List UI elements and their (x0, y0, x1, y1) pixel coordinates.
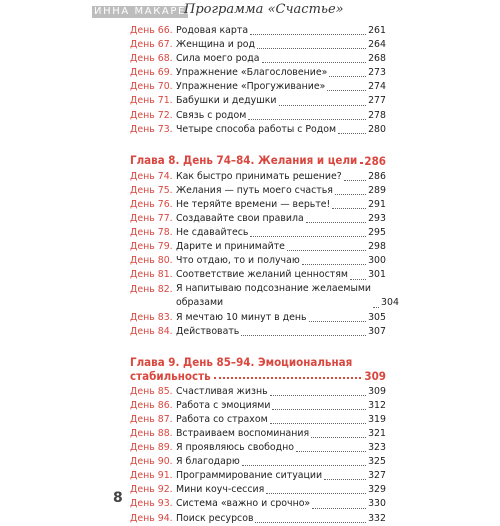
toc-group-3 (130, 385, 386, 526)
leader-dots (255, 522, 366, 523)
entry-title: Бабушки и дедушки (176, 95, 277, 107)
page-ref: 309 (368, 385, 386, 397)
entry-title: Система «важно и срочно» (176, 498, 311, 510)
leader-dots (296, 451, 366, 452)
day-label: День 80. (130, 255, 173, 267)
day-label: День 73. (130, 123, 173, 135)
day-label: День 84. (130, 325, 173, 337)
toc-entry (130, 240, 386, 254)
toc-entry (130, 427, 386, 441)
leader-dots (266, 493, 366, 494)
leader-dots (335, 194, 366, 195)
chapter-heading-8 (130, 150, 386, 168)
entry-title: Связь с родом (176, 109, 247, 121)
toc-entry (130, 268, 386, 282)
toc-entry (130, 254, 386, 268)
page-ref: 268 (368, 53, 386, 65)
toc-entry (130, 80, 386, 94)
day-label: День 88. (130, 427, 173, 439)
entry-title: Не теряйте времени — верьте! (176, 198, 331, 210)
page-ref: 295 (368, 227, 386, 239)
day-label: День 70. (130, 81, 173, 93)
page-ref: 305 (368, 311, 386, 323)
leader-dots (287, 250, 366, 251)
page-ref: 293 (368, 213, 386, 225)
entry-title: Поиск ресурсов (176, 512, 254, 524)
entry-title: Я проявляюсь свободно (176, 442, 294, 454)
table-of-contents (130, 24, 399, 526)
page-ref: 280 (368, 123, 386, 135)
page-ref: 330 (368, 498, 386, 510)
day-label: День 87. (130, 413, 173, 425)
page-ref: 301 (368, 269, 386, 281)
entry-title: Как быстро принимать решение? (176, 170, 342, 182)
leader-dots (270, 395, 366, 396)
toc-entry (130, 483, 386, 497)
day-label: День 93. (130, 498, 173, 510)
leader-dots (214, 377, 362, 379)
page-number: 8 (113, 490, 123, 506)
entry-title: Сила моего рода (176, 53, 260, 65)
day-label: День 89. (130, 442, 173, 454)
day-label: День 94. (130, 512, 173, 524)
toc-entry (130, 184, 386, 198)
entry-title: Не сдавайтесь (176, 227, 249, 239)
day-label: День 67. (130, 39, 173, 51)
running-header (0, 0, 500, 22)
toc-entry (130, 455, 386, 469)
leader-dots (302, 264, 366, 265)
entry-title: Упражнение «Прогуживание» (176, 81, 326, 93)
toc-entry (130, 109, 386, 123)
leader-dots (248, 119, 366, 120)
chapter-page: 309 (364, 368, 386, 383)
entry-title: Встраиваем воспоминания (176, 427, 310, 439)
day-label: День 68. (130, 53, 173, 65)
toc-entry (130, 94, 386, 108)
leader-dots (250, 34, 366, 35)
entry-title: Упражнение «Благословение» (176, 67, 328, 79)
toc-entry (130, 212, 386, 226)
page-ref: 291 (368, 198, 386, 210)
toc-entry (130, 441, 386, 455)
page-ref: 304 (381, 297, 399, 309)
page-ref: 277 (368, 95, 386, 107)
leader-dots (272, 409, 366, 410)
toc-group-2 (130, 170, 399, 339)
leader-dots (360, 162, 361, 164)
entry-title: Соответствие желаний ценностям (176, 269, 348, 281)
day-label: День 85. (130, 385, 173, 397)
toc-entry (130, 170, 386, 184)
day-label: День 72. (130, 109, 173, 121)
page-ref: 332 (368, 512, 386, 524)
page-ref: 312 (368, 399, 386, 411)
chapter-title-line2-row (130, 369, 386, 383)
leader-dots (306, 222, 366, 223)
toc-entry (130, 325, 386, 339)
day-label: День 86. (130, 399, 173, 411)
day-label: День 90. (130, 456, 173, 468)
leader-dots (373, 307, 379, 308)
toc-entry (130, 413, 386, 427)
toc-group-1 (130, 24, 386, 137)
toc-entry (130, 38, 386, 52)
day-label: День 71. (130, 95, 173, 107)
day-label: День 82. (130, 283, 173, 295)
entry-title: Я мечтаю 10 минут в день (176, 311, 307, 323)
page-ref: 307 (368, 325, 386, 337)
day-label: День 81. (130, 269, 173, 281)
entry-title: Работа с эмоциями (176, 399, 271, 411)
entry-title: Что отдаю, то и получаю (176, 255, 300, 267)
entry-title (176, 282, 371, 310)
toc-entry (130, 66, 386, 80)
toc-entry (130, 512, 386, 526)
leader-dots (350, 279, 366, 280)
day-label: День 77. (130, 213, 173, 225)
day-label: День 91. (130, 470, 173, 482)
day-label: День 78. (130, 227, 173, 239)
leader-dots (241, 335, 366, 336)
toc-entry (130, 399, 386, 413)
chapter-title-line1: Глава 9. День 85–94. Эмоциональная (130, 354, 353, 369)
entry-title: Я благодарю (176, 456, 240, 468)
leader-dots (279, 105, 367, 106)
toc-entry (130, 52, 386, 66)
page-ref: 329 (368, 484, 386, 496)
page-ref: 321 (368, 427, 386, 439)
day-label: День 66. (130, 25, 173, 36)
chapter-heading-9 (130, 355, 386, 383)
leader-dots (270, 423, 366, 424)
leader-dots (324, 479, 366, 480)
page-ref: 261 (368, 25, 386, 36)
chapter-title: Глава 8. День 74–84. Желания и цели (130, 152, 358, 167)
page-ref: 323 (368, 442, 386, 454)
leader-dots (312, 508, 366, 509)
toc-entry (130, 385, 386, 399)
page-ref: 319 (368, 413, 386, 425)
page-ref: 298 (368, 241, 386, 253)
page-ref: 289 (368, 184, 386, 196)
page-ref: 286 (368, 170, 386, 182)
entry-title-line1: Я напитываю подсознание желаемыми (176, 283, 372, 295)
entry-title: Женщина и род (176, 39, 256, 51)
day-label: День 92. (130, 484, 173, 496)
toc-entry (130, 283, 399, 311)
chapter-page: 286 (364, 153, 386, 168)
leader-dots (332, 208, 366, 209)
page-ref: 274 (368, 81, 386, 93)
entry-title: Счастливая жизнь (176, 385, 268, 397)
entry-title: Действовать (176, 325, 240, 337)
leader-dots (309, 321, 367, 322)
leader-dots (257, 48, 366, 49)
day-label: День 69. (130, 67, 173, 79)
leader-dots (338, 133, 366, 134)
toc-entry (130, 469, 386, 483)
entry-title-line2: образами (176, 297, 224, 309)
day-label: День 76. (130, 198, 173, 210)
day-label: День 79. (130, 241, 173, 253)
entry-title: Четыре способа работы с Родом (176, 123, 337, 135)
header-author: ИННА МАКАРЕНКО (94, 6, 214, 17)
entry-title: Программирование ситуации (176, 470, 323, 482)
leader-dots (344, 180, 366, 181)
toc-entry (130, 311, 386, 325)
page-ref: 325 (368, 456, 386, 468)
page-ref: 327 (368, 470, 386, 482)
entry-title: Создавайте свои правила (176, 213, 304, 225)
page-ref: 300 (368, 255, 386, 267)
entry-title: Желания — путь моего счастья (176, 184, 333, 196)
entry-title: Родовая карта (176, 25, 249, 36)
leader-dots (311, 437, 366, 438)
page-ref: 273 (368, 67, 386, 79)
day-label: День 83. (130, 311, 173, 323)
chapter-title-line2: стабильность (130, 368, 211, 383)
leader-dots (242, 465, 366, 466)
leader-dots (327, 90, 366, 91)
header-book-title: Программа «Счастье» (184, 2, 344, 17)
leader-dots (250, 236, 366, 237)
day-label: День 74. (130, 170, 173, 182)
toc-entry (130, 226, 386, 240)
toc-entry (130, 123, 386, 137)
entry-title: Мини коуч-сессия (176, 484, 265, 496)
leader-dots (329, 76, 366, 77)
toc-entry (130, 24, 386, 38)
page-ref: 278 (368, 109, 386, 121)
day-label: День 75. (130, 184, 173, 196)
entry-title: Работа со страхом (176, 413, 268, 425)
leader-dots (262, 62, 367, 63)
toc-entry (130, 198, 386, 212)
page-ref: 264 (368, 39, 386, 51)
entry-title: Дарите и принимайте (176, 241, 285, 253)
